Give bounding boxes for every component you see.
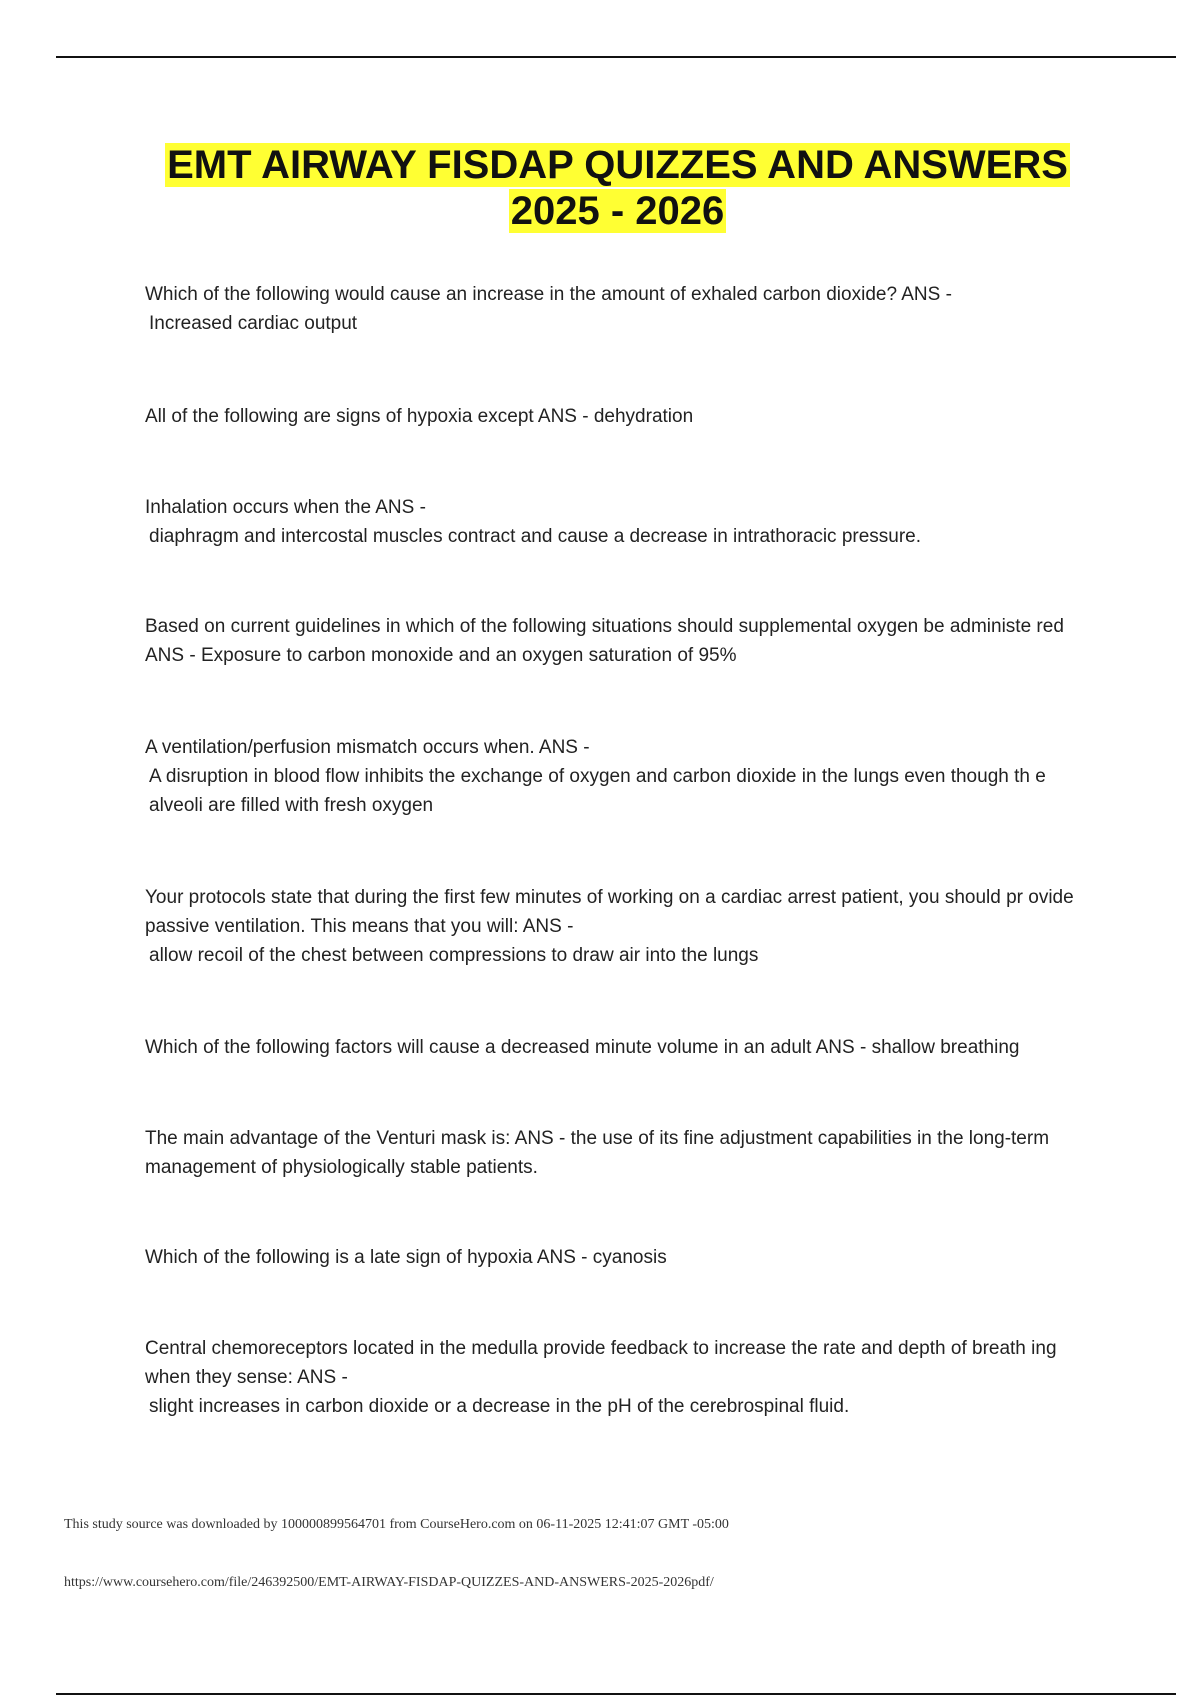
qa-item-6 <box>145 883 1090 970</box>
qa-item-2 <box>145 402 1090 431</box>
top-rule <box>56 56 1176 58</box>
title-line-2: 2025 - 2026 <box>510 189 725 233</box>
document-title <box>100 142 1135 234</box>
question: Based on current guidelines in which of the following situations should supplemental oxygen be administe red ANS - <box>145 616 1064 666</box>
qa-item-5 <box>145 733 1090 820</box>
answer: A disruption in blood flow inhibits the exchange of oxygen and carbon dioxide in the lungs even though th e alveoli are filled with fresh oxygen <box>149 766 1046 816</box>
question: Inhalation occurs when the ANS - <box>145 497 426 518</box>
qa-item-1 <box>145 280 1090 338</box>
question: The main advantage of the Venturi mask is: ANS - <box>145 1128 571 1149</box>
answer: dehydration <box>593 406 694 427</box>
qa-item-9 <box>145 1243 1090 1272</box>
qa-item-8 <box>145 1124 1090 1182</box>
answer: Exposure to carbon monoxide and an oxygen saturation of 95% <box>200 645 737 666</box>
qa-item-4 <box>145 612 1090 670</box>
answer: diaphragm and intercostal muscles contract and cause a decrease in intrathoracic pressure. <box>149 526 922 547</box>
source-url[interactable]: https://www.coursehero.com/file/246392500/EMT-AIRWAY-FISDAP-QUIZZES-AND-ANSWERS-2025-2026pdf/ <box>64 1575 714 1590</box>
answer: allow recoil of the chest between compressions to draw air into the lungs <box>149 945 759 966</box>
bottom-rule <box>56 1693 1176 1695</box>
title-line-1: EMT AIRWAY FISDAP QUIZZES AND ANSWERS <box>167 143 1068 187</box>
question: Which of the following is a late sign of hypoxia ANS - <box>145 1247 593 1268</box>
answer: shallow breathing <box>871 1037 1020 1058</box>
answer: slight increases in carbon dioxide or a decrease in the pH of the cerebrospinal fluid. <box>149 1396 850 1417</box>
qa-item-7 <box>145 1033 1090 1062</box>
answer: cyanosis <box>592 1247 667 1268</box>
answer: the use of its fine adjustment capabilities in the long-term management of physiologically stable patients. <box>145 1128 1050 1178</box>
question: Which of the following would cause an increase in the amount of exhaled carbon dioxide? ANS - <box>145 284 952 305</box>
qa-item-10 <box>145 1334 1090 1421</box>
download-notice: This study source was downloaded by 100000899564701 from CourseHero.com on 06-11-2025 12:41:07 GMT -05:00 <box>64 1517 729 1532</box>
answer: Increased cardiac output <box>149 313 358 334</box>
qa-item-3 <box>145 493 1090 551</box>
question: A ventilation/perfusion mismatch occurs when. ANS - <box>145 737 590 758</box>
question: Your protocols state that during the first few minutes of working on a cardiac arrest patient, you should pr ovide passive ventilation. This means that you will: ANS - <box>145 887 1074 937</box>
question: Which of the following factors will cause a decreased minute volume in an adult ANS - <box>145 1037 872 1058</box>
question: Central chemoreceptors located in the medulla provide feedback to increase the rate and depth of breath ing when they sense: ANS - <box>145 1338 1057 1388</box>
question: All of the following are signs of hypoxia except ANS - <box>145 406 594 427</box>
